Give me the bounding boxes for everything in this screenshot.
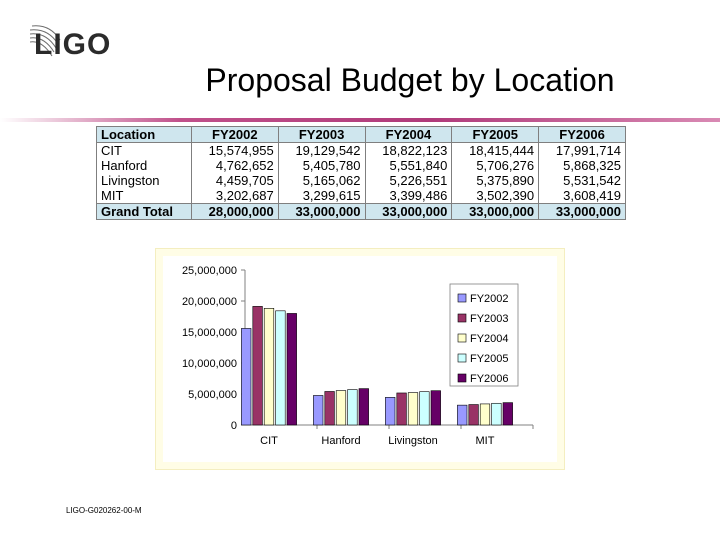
bar-fy2004-cit — [264, 308, 274, 425]
x-tick-label: Livingston — [388, 435, 438, 447]
logo-text: LIGO — [34, 28, 112, 61]
legend-label-fy2006: FY2006 — [470, 373, 509, 385]
table-row — [97, 143, 626, 159]
y-tick-label: 15,000,000 — [181, 327, 237, 339]
bar-fy2003-livingston — [397, 393, 407, 425]
table-cell: 3,299,615 — [278, 188, 365, 204]
legend-label-fy2005: FY2005 — [470, 353, 509, 365]
bar-fy2003-mit — [469, 405, 479, 425]
table-cell: 5,405,780 — [278, 158, 365, 173]
bar-fy2002-cit — [241, 328, 251, 425]
legend-swatch-fy2003 — [458, 314, 466, 322]
y-tick-label: 25,000,000 — [181, 265, 237, 277]
table-cell: 5,551,840 — [365, 158, 452, 173]
ligo-logo — [30, 22, 111, 62]
table-cell: 3,202,687 — [191, 188, 278, 204]
y-tick-label: 10,000,000 — [181, 358, 237, 370]
bar-fy2006-cit — [287, 313, 297, 425]
table-cell: 3,399,486 — [365, 188, 452, 204]
bar-fy2005-livingston — [420, 392, 430, 425]
bar-chart — [163, 256, 557, 462]
table-cell: 28,000,000 — [191, 204, 278, 220]
document-id: LIGO-G020262-00-M — [66, 506, 142, 515]
bar-fy2003-cit — [253, 306, 263, 425]
table-row — [97, 158, 626, 173]
header-fy2002: FY2002 — [191, 127, 278, 143]
legend-swatch-fy2006 — [458, 374, 466, 382]
table-cell: 5,375,890 — [452, 173, 539, 188]
legend-swatch-fy2004 — [458, 334, 466, 342]
table-cell: 4,762,652 — [191, 158, 278, 173]
bar-fy2002-mit — [457, 405, 467, 425]
table-cell: 4,459,705 — [191, 173, 278, 188]
header-location: Location — [97, 127, 192, 143]
title-divider — [0, 118, 720, 122]
table-cell: 5,868,325 — [539, 158, 626, 173]
table-cell: 19,129,542 — [278, 143, 365, 159]
legend-label-fy2002: FY2002 — [470, 293, 509, 305]
table-cell: 15,574,955 — [191, 143, 278, 159]
bar-fy2005-mit — [492, 403, 502, 425]
table-cell: 33,000,000 — [539, 204, 626, 220]
x-tick-label: CIT — [260, 435, 278, 447]
header-fy2006: FY2006 — [539, 127, 626, 143]
header-fy2004: FY2004 — [365, 127, 452, 143]
bar-fy2006-hanford — [359, 389, 369, 425]
legend-swatch-fy2002 — [458, 294, 466, 302]
bar-fy2003-hanford — [325, 391, 335, 425]
table-cell: 5,226,551 — [365, 173, 452, 188]
legend-label-fy2004: FY2004 — [470, 333, 509, 345]
y-tick-label: 20,000,000 — [181, 296, 237, 308]
y-tick-label: 0 — [230, 420, 237, 432]
table-cell: 18,822,123 — [365, 143, 452, 159]
table-cell: 17,991,714 — [539, 143, 626, 159]
bar-fy2004-livingston — [408, 393, 418, 425]
x-tick-label: MIT — [475, 435, 495, 447]
bar-fy2002-livingston — [385, 397, 395, 425]
bar-fy2002-hanford — [313, 395, 323, 425]
table-cell: 18,415,444 — [452, 143, 539, 159]
table-header-row — [97, 127, 626, 143]
table-cell: Livingston — [97, 173, 192, 188]
budget-table — [96, 126, 626, 220]
bar-fy2004-mit — [480, 404, 490, 425]
table-cell: 3,608,419 — [539, 188, 626, 204]
legend-swatch-fy2005 — [458, 354, 466, 362]
table-row — [97, 188, 626, 204]
table-cell: 3,502,390 — [452, 188, 539, 204]
chart-area — [163, 256, 557, 462]
table-cell: Grand Total — [97, 204, 192, 220]
table-row — [97, 173, 626, 188]
legend-label-fy2003: FY2003 — [470, 313, 509, 325]
table-cell: 33,000,000 — [452, 204, 539, 220]
table-cell: 5,531,542 — [539, 173, 626, 188]
table-cell: 5,706,276 — [452, 158, 539, 173]
bar-fy2005-hanford — [348, 390, 358, 425]
bar-fy2006-livingston — [431, 391, 441, 425]
table-cell: CIT — [97, 143, 192, 159]
bar-fy2004-hanford — [336, 391, 346, 425]
slide-title: Proposal Budget by Location — [205, 62, 615, 98]
x-tick-label: Hanford — [321, 435, 361, 447]
grand-total-row — [97, 204, 626, 220]
header-fy2003: FY2003 — [278, 127, 365, 143]
bar-fy2006-mit — [503, 403, 513, 425]
table-cell: 33,000,000 — [365, 204, 452, 220]
y-tick-label: 5,000,000 — [188, 389, 237, 401]
bar-fy2005-cit — [276, 311, 286, 425]
table-cell: 33,000,000 — [278, 204, 365, 220]
table-cell: Hanford — [97, 158, 192, 173]
chart-frame — [155, 248, 565, 470]
header-fy2005: FY2005 — [452, 127, 539, 143]
table-cell: MIT — [97, 188, 192, 204]
table-cell: 5,165,062 — [278, 173, 365, 188]
